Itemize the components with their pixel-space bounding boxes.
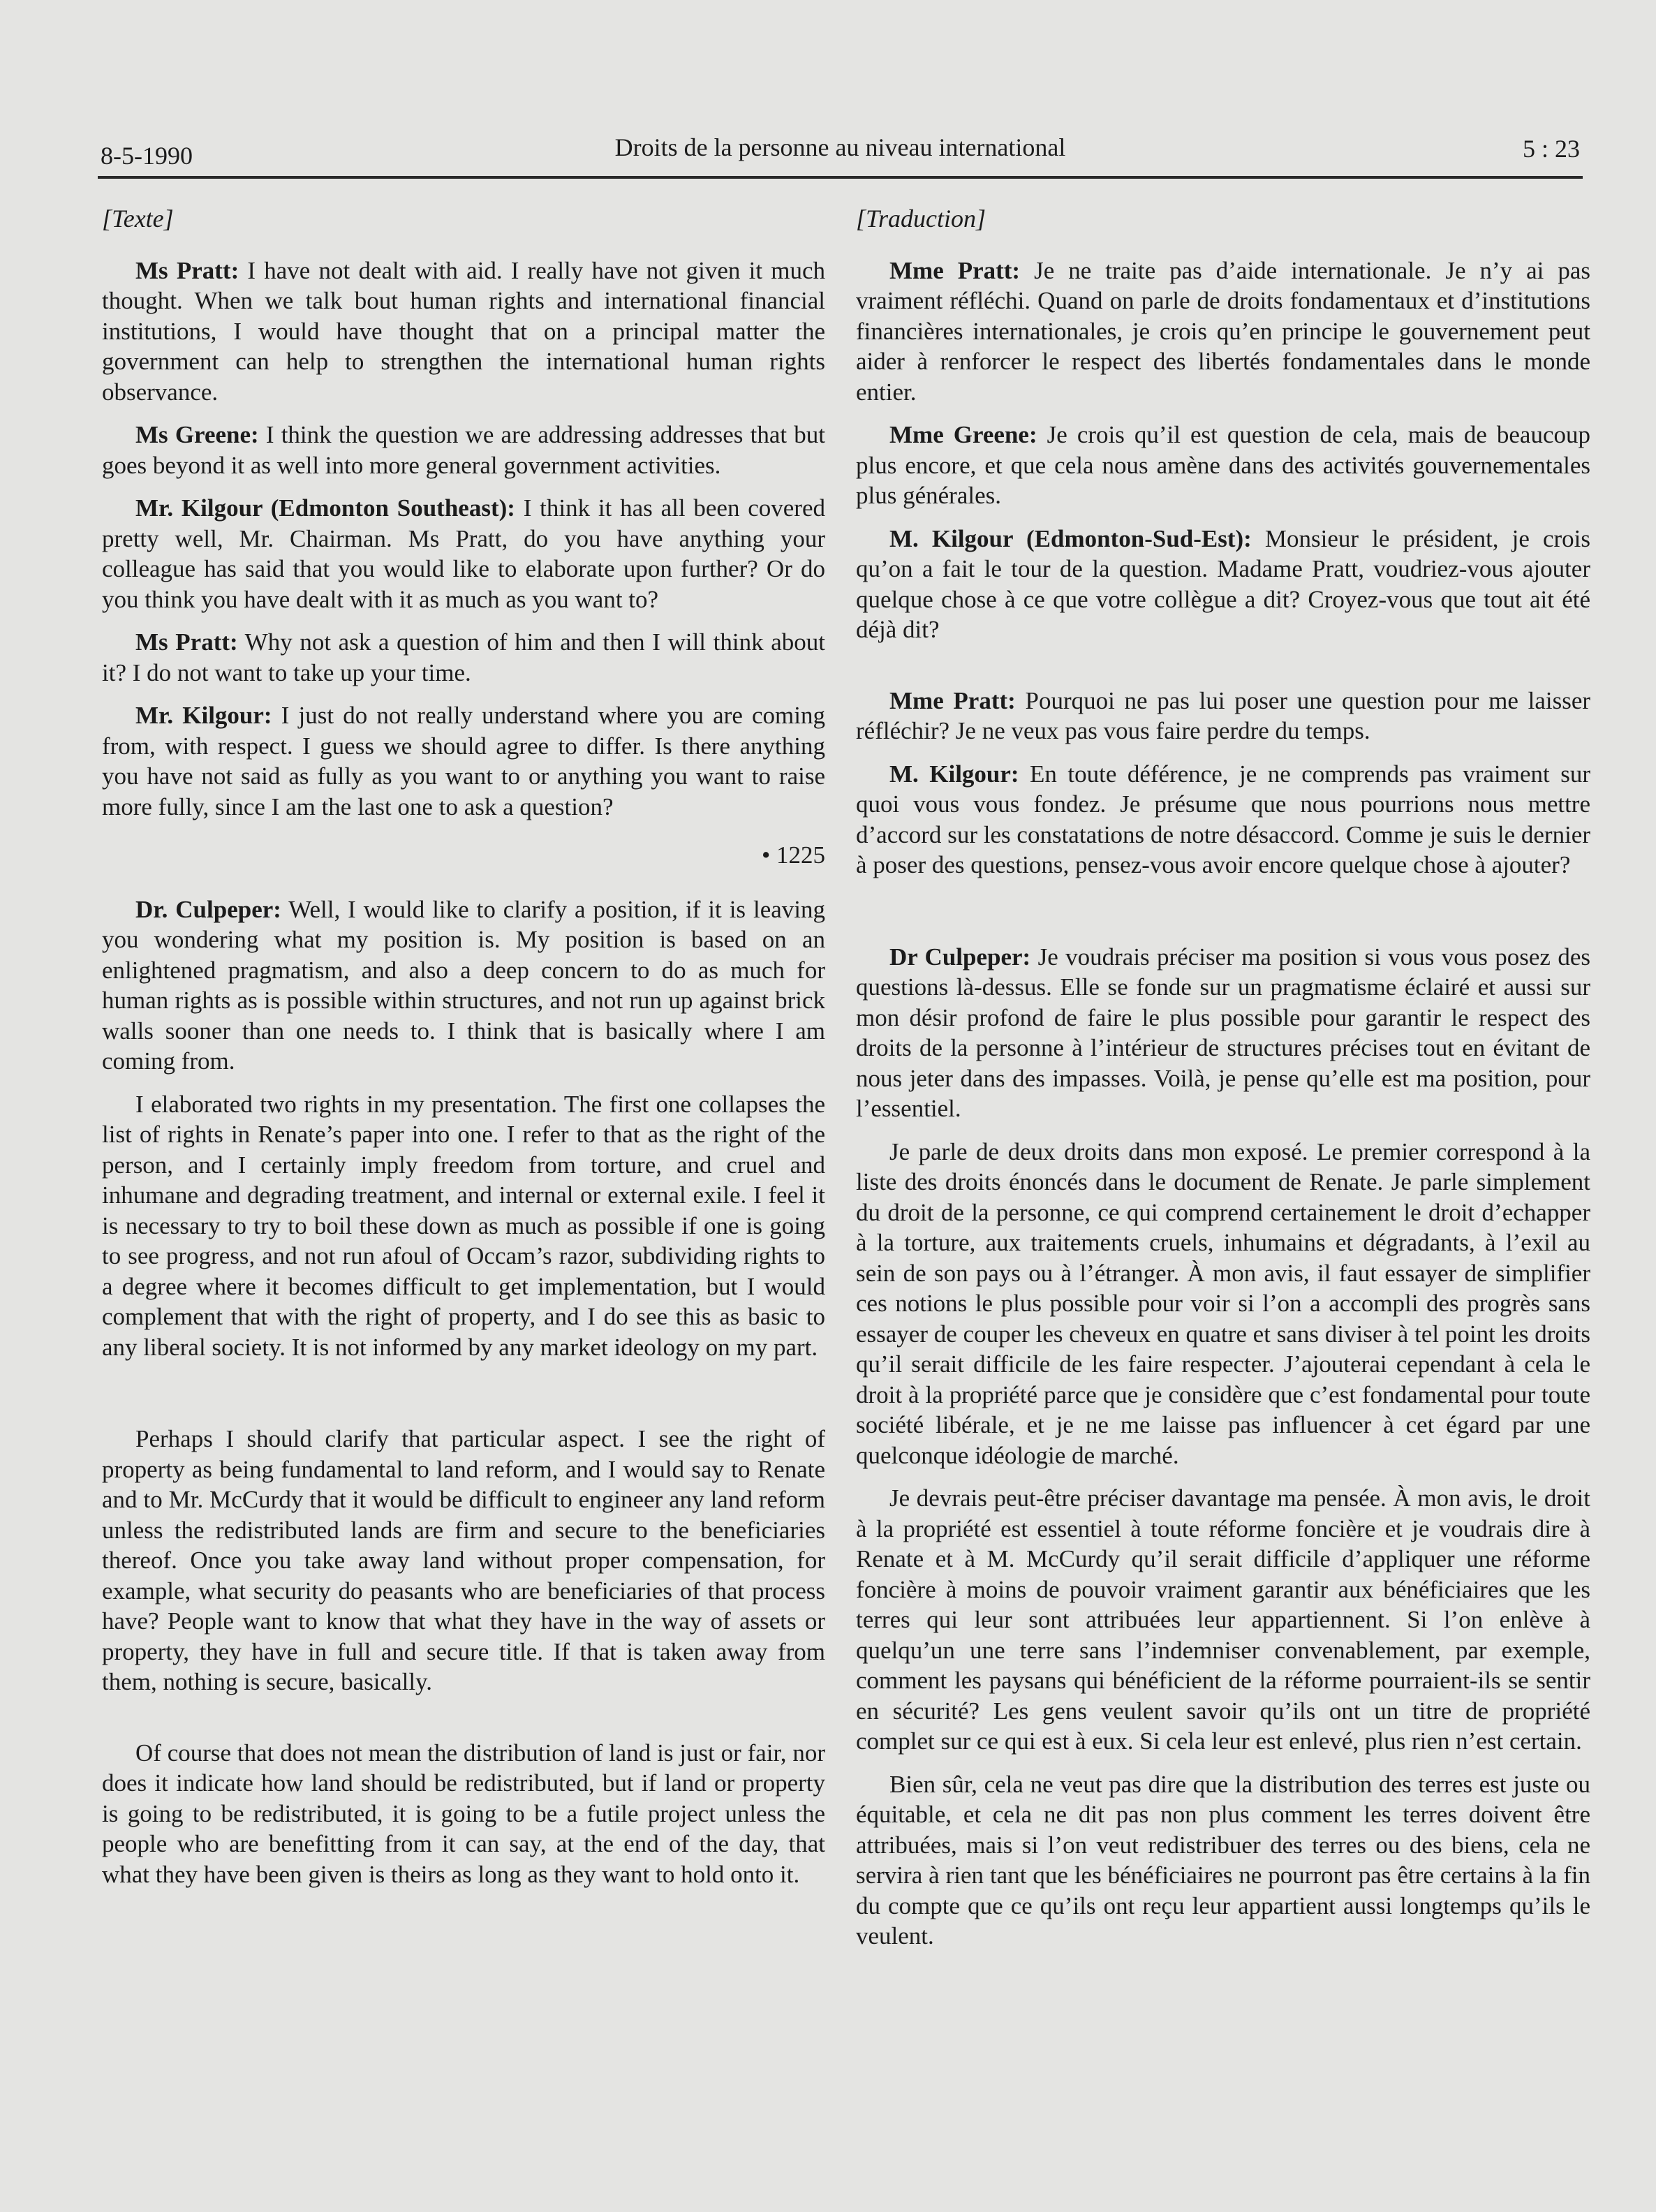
speaker-name: M. Kilgour: (889, 760, 1019, 788)
paragraph-text: Well, I would like to clarify a position, if it is leaving you wondering what my position is. My position is based on an enlightened pragmatism, and also a deep concern to do as much for human rights as is possible within structures, and not run up against brick walls sooner than one needs to. I think that is basically where I am coming from. (102, 895, 825, 1075)
speaker-name: M. Kilgour (Edmonton-Sud-Est): (889, 524, 1252, 552)
english-column-tag: [Texte] (102, 205, 174, 233)
paragraph-text: I have not dealt with aid. I really have not given it much thought. When we talk bout human rights and international financial institutions, I would have thought that on a principal matter the government can help to strengthen the international human rights observance. (102, 256, 825, 406)
paragraph (102, 700, 825, 822)
speaker-name: Ms Pratt: (135, 628, 238, 656)
spacer (102, 1375, 825, 1424)
paragraph (856, 256, 1590, 408)
speaker-name: Ms Pratt: (135, 256, 239, 284)
paragraph-text: Pourquoi ne pas lui poser une question pour me laisser réfléchir? Je ne veux pas vous faire perdre du temps. (856, 686, 1590, 744)
paragraph (856, 686, 1590, 746)
paragraph-text: Why not ask a question of him and then I will think about it? I do not want to take up your time. (102, 628, 825, 686)
paragraph-text: Je voudrais préciser ma position si vous vous posez des questions là-dessus. Elle se fonde sur un pragmatisme éclairé et aussi sur mon désir profond de faire le plus possible pour garantir le respect des droits de la personne à l’intérieur de structures précises tout en évitant de nous jeter dans des impasses. Voilà, je pense qu’elle est ma position, pour l’essentiel. (856, 943, 1590, 1122)
speaker-name: Mme Pratt: (889, 256, 1021, 284)
speaker-name: Dr Culpeper: (889, 943, 1031, 971)
paragraph-text: En toute déférence, je ne comprends pas vraiment sur quoi vous vous fondez. Je présume que nous pourrions nous mettre d’accord sur les constatations de notre désaccord. Comme je suis le dernier à poser des questions, pensez-vous avoir encore quelque chose à ajouter? (856, 760, 1590, 878)
paragraph: Bien sûr, cela ne veut pas dire que la distribution des terres est juste ou équitable, et cela ne dit pas non plus comment les terres doivent être attribuées, mais si l’on veut redistribuer des terres ou des biens, cela ne servira à rien tant que les bénéficiaires ne pourront pas être certains à la fin du compte que ce qu’ils ont reçu leur appartient aussi longtemps qu’ils le veulent. (856, 1770, 1590, 1949)
paragraph-text: I think the question we are addressing addresses that but goes beyond it as well into more general government activities. (102, 421, 825, 479)
header-date: 8-5-1990 (101, 142, 193, 170)
spacer (856, 893, 1590, 942)
paragraph (856, 420, 1590, 511)
spacer (102, 1710, 825, 1738)
header-page-number: 5 : 23 (1522, 135, 1580, 163)
speaker-name: Ms Greene: (135, 421, 259, 448)
paragraph (856, 524, 1590, 645)
paragraph (102, 256, 825, 408)
paragraph-text: Monsieur le président, je crois qu’on a fait le tour de la question. Madame Pratt, voudriez-vous ajouter quelque chose à ce que votre collègue a dit? Croyez-vous que tout ait été déjà dit? (856, 524, 1590, 643)
paragraph: Je parle de deux droits dans mon exposé. Le premier correspond à la liste des droits énoncés dans le document de Renate. Je parle simplement du droit de la personne, ce qui comprend certainement le droit d’echapper à la torture, aux traitements cruels, inhumains et dégradants, à l’exil au sein de son pays ou à l’étranger. À mon avis, il faut essayer de simplifier ces notions le plus possible pour voir si l’on a accompli des progrès sans essayer de couper les cheveux en quatre et sans diviser à tel point les droits qu’il serait difficile de les faire respecter. J’ajouterai cependant à cela le droit à la propriété parce que je considère que c’est fondamental pour toute société libérale, et je ne me laisse pas influencer à cet égard par une quelconque idéologie de marché. (856, 1137, 1590, 1469)
paragraph (102, 627, 825, 688)
paragraph: Je devrais peut-être préciser davantage ma pensée. À mon avis, le droit à la propriété est essentiel à toute réforme foncière et je voudrais dire à Renate et à M. McCurdy qu’il serait difficile d’appliquer une réforme foncière à moins de pouvoir vraiment garantir aux bénéficiaires que les terres qui leur sont attribuées leur appartiennent. Si l’on enlève à quelqu’un une terre sans l’indemniser convenablement, par exemple, comment les paysans qui bénéficient de la réforme pourraient-ils se sentir en sécurité? Les gens veulent savoir qu’ils ont un titre de propriété complet sur ce qui est à eux. Si cela leur est enlevé, plus rien n’est certain. (856, 1484, 1590, 1755)
time-marker: • 1225 (761, 841, 825, 869)
paragraph-text: Je crois qu’il est question de cela, mais de beaucoup plus encore, et que cela nous amène dans des activités gouvernementales plus générales. (856, 421, 1590, 509)
running-header (98, 120, 1583, 179)
paragraph (102, 894, 825, 1077)
speaker-name: Mme Greene: (889, 421, 1037, 448)
paragraph: Perhaps I should clarify that particular aspect. I see the right of property as being fundamental to land reform, and I would say to Renate and to Mr. McCurdy that it would be difficult to engineer any land reform unless the redistributed lands are firm and secure to the beneficiaries thereof. Once you take away land without proper compensation, for example, what security do peasants who are beneficiaries of that process have? People want to know that what they have in the way of assets or property, they have in full and secure title. If that is taken away from them, nothing is secure, basically. (102, 1425, 825, 1695)
french-column-tag: [Traduction] (856, 205, 986, 233)
paragraph (102, 493, 825, 614)
french-column (856, 204, 1590, 2180)
speaker-name: Mr. Kilgour (Edmonton Southeast): (135, 494, 515, 522)
spacer (856, 658, 1590, 686)
paragraph-text: I just do not really understand where you are coming from, with respect. I guess we should agree to differ. Is there anything you have not said as fully as you want to or anything you want to raise more fully, since I am the last one to ask a question? (102, 702, 825, 820)
english-column (102, 204, 825, 2180)
speaker-name: Mme Pratt: (889, 686, 1016, 714)
paragraph: Of course that does not mean the distribution of land is just or fair, nor does it indicate how land should be redistributed, but if land or property is going to be redistributed, it is going to be a futile project unless the people who are benefitting from it can say, at the end of the day, that what they have been given is theirs as long as they want to hold onto it. (102, 1739, 825, 1888)
speaker-name: Mr. Kilgour: (135, 702, 272, 729)
paragraph (856, 942, 1590, 1124)
paragraph: I elaborated two rights in my presentation. The first one collapses the list of rights in Renate’s paper into one. I refer to that as the right of the person, and I certainly imply freedom from torture, and cruel and inhumane and degrading treatment, and internal or external exile. I feel it is necessary to try to boil these down as much as possible if one is going to see progress, and not run afoul of Occam’s razor, subdividing rights to a degree where it becomes difficult to get implementation, but I would complement that with the right of property, and I do see this as basic to any liberal society. It is not informed by any market ideology on my part. (102, 1090, 825, 1361)
paragraph (102, 420, 825, 480)
speaker-name: Dr. Culpeper: (135, 895, 281, 923)
paragraph-text: Je ne traite pas d’aide internationale. Je n’y ai pas vraiment réfléchi. Quand on parle de droits fondamentaux et d’institutions financières internationales, je crois qu’en principe le gouvernement peut aider à renforcer le respect des libertés fondamentales dans le monde entier. (856, 256, 1590, 406)
paragraph-text: I think it has all been covered pretty well, Mr. Chairman. Ms Pratt, do you have anything your colleague has said that you would like to elaborate upon further? Or do you think you have dealt with it as much as you want to? (102, 494, 825, 613)
header-title: Droits de la personne au niveau international (614, 133, 1066, 161)
paragraph (856, 759, 1590, 880)
